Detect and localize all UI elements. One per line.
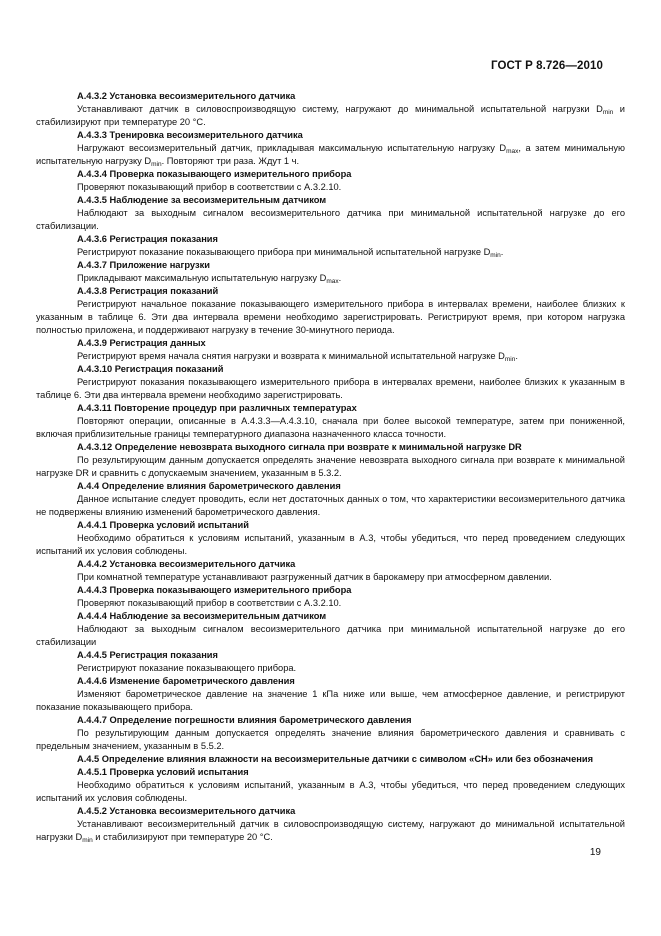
section-heading: А.4.3.5 Наблюдение за весоизмерительным датчиком xyxy=(77,195,327,205)
paragraph: Наблюдают за выходным сигналом весоизмерительного датчика при минимальной испытательной нагрузке до его стабилизации. xyxy=(36,208,625,231)
paragraph: Необходимо обратиться к условиям испытаний, указанным в А.3, чтобы убедиться, что перед проведением следующих испытаний их условия соблюдены. xyxy=(36,780,625,803)
section-heading: А.4.3.3 Тренировка весоизмерительного датчика xyxy=(77,130,303,140)
paragraph: Регистрируют время начала снятия нагрузки и возврата к минимальной испытательной нагрузке $D_{min}$. xyxy=(77,351,518,363)
section-heading: А.4.3.12 Определение невозврата выходного сигнала при возврате к минимальной нагрузке DR xyxy=(77,442,522,452)
document-body xyxy=(36,90,625,844)
section-heading: А.4.5.2 Установка весоизмерительного датчика xyxy=(77,806,296,816)
paragraph: Регистрируют начальное показание показывающего измерительного прибора в интервалах времени, наиболее близких к указанным в таблице 6. Эти два интервала времени необходимо зарегистрировать. Регистрируют время, при котором нагрузка полностью приложена, и поддерживают нагрузку в течение 30-минутного периода. xyxy=(36,299,625,335)
paragraph: Данное испытание следует проводить, если нет достаточных данных о том, что характеристики весоизмерительного датчика не подвержены влиянию изменений барометрического давления. xyxy=(36,494,625,517)
section-heading: А.4.3.2 Установка весоизмерительного датчика xyxy=(77,91,296,101)
paragraph: Устанавливают весоизмерительный датчик в силовоспроизводящую систему, нагружают до минимальной испытательной нагрузки $D_{min}$ и стабилизируют при температуре 20 °С. xyxy=(36,819,625,844)
section-heading: А.4.4.5 Регистрация показания xyxy=(77,650,218,660)
paragraph: Нагружают весоизмерительный датчик, прикладывая максимальную испытательную нагрузку $D_{max}$, а затем минимальную испытательную нагрузку $D_{min}$. Повторяют три раза. Ждут 1 ч. xyxy=(36,143,625,168)
paragraph: Наблюдают за выходным сигналом весоизмерительного датчика при минимальной испытательной нагрузке до его стабилизации xyxy=(36,624,625,647)
paragraph: Регистрируют показание показывающего прибора при минимальной испытательной нагрузке $D_{min}$. xyxy=(77,247,504,259)
section-heading: А.4.4.4 Наблюдение за весоизмерительным датчиком xyxy=(77,611,327,621)
section-heading: А.4.4.6 Изменение барометрического давления xyxy=(77,676,295,686)
section-heading: А.4.3.6 Регистрация показания xyxy=(77,234,218,244)
section-heading: А.4.3.4 Проверка показывающего измерительного прибора xyxy=(77,169,352,179)
paragraph: Изменяют барометрическое давление на значение 1 кПа ниже или выше, чем атмосферное давление, и регистрируют показание показывающего прибора. xyxy=(36,689,625,712)
paragraph: По результирующим данным допускается определять значение невозврата выходного сигнала при возврате к минимальной нагрузке DR и сравнить с допускаемым значением, указанным в 5.3.2. xyxy=(36,455,625,478)
paragraph: Проверяют показывающий прибор в соответствии с А.3.2.10. xyxy=(77,182,342,192)
document-code: ГОСТ Р 8.726—2010 xyxy=(491,60,603,72)
paragraph: Прикладывают максимальную испытательную нагрузку $D_{max}$. xyxy=(77,273,342,285)
page-number: 19 xyxy=(589,847,601,858)
section-heading: А.4.3.9 Регистрация данных xyxy=(77,338,206,348)
paragraph: Необходимо обратиться к условиям испытаний, указанным в А.3, чтобы убедиться, что перед проведением следующих испытаний их условия соблюдены. xyxy=(36,533,625,556)
section-heading: А.4.5.1 Проверка условий испытания xyxy=(77,767,249,777)
paragraph: По результирующим данным допускается определять значение влияния барометрического давления и сравнивать с предельным значением, указанным в 5.5.2. xyxy=(36,728,625,751)
paragraph: Регистрируют показание показывающего прибора. xyxy=(77,663,297,673)
paragraph: Повторяют операции, описанные в А.4.3.3—А.4.3.10, сначала при более высокой температуре, затем при пониженной, включая приблизительные границы температурного диапазона назначенного класса точности. xyxy=(36,416,625,439)
section-heading: А.4.4 Определение влияния барометрического давления xyxy=(77,481,341,491)
section-heading: А.4.3.11 Повторение процедур при различных температурах xyxy=(77,403,357,413)
section-heading: А.4.3.7 Приложение нагрузки xyxy=(77,260,210,270)
section-heading: А.4.4.2 Установка весоизмерительного датчика xyxy=(77,559,296,569)
section-heading: А.4.3.10 Регистрация показаний xyxy=(77,364,224,374)
section-heading: А.4.4.7 Определение погрешности влияния барометрического давления xyxy=(77,715,412,725)
paragraph: Устанавливают датчик в силовоспроизводящую систему, нагружают до минимальной испытательной нагрузки $D_{min}$ и стабилизируют при температуре 20 °С. xyxy=(36,104,625,127)
section-heading: А.4.4.1 Проверка условий испытаний xyxy=(77,520,249,530)
section-heading: А.4.3.8 Регистрация показаний xyxy=(77,286,219,296)
paragraph: Регистрируют показания показывающего измерительного прибора в интервалах времени, наиболее близких к указанным в таблице 6. Эти два интервала времени необходимо зарегистрировать. xyxy=(36,377,625,400)
paragraph: Проверяют показывающий прибор в соответствии с А.3.2.10. xyxy=(77,598,342,608)
section-heading: А.4.4.3 Проверка показывающего измерительного прибора xyxy=(77,585,352,595)
section-heading: А.4.5 Определение влияния влажности на весоизмерительные датчики с символом «СН» или без обозначения xyxy=(77,754,594,764)
paragraph: При комнатной температуре устанавливают разгруженный датчик в барокамеру при атмосферном давлении. xyxy=(77,572,552,582)
